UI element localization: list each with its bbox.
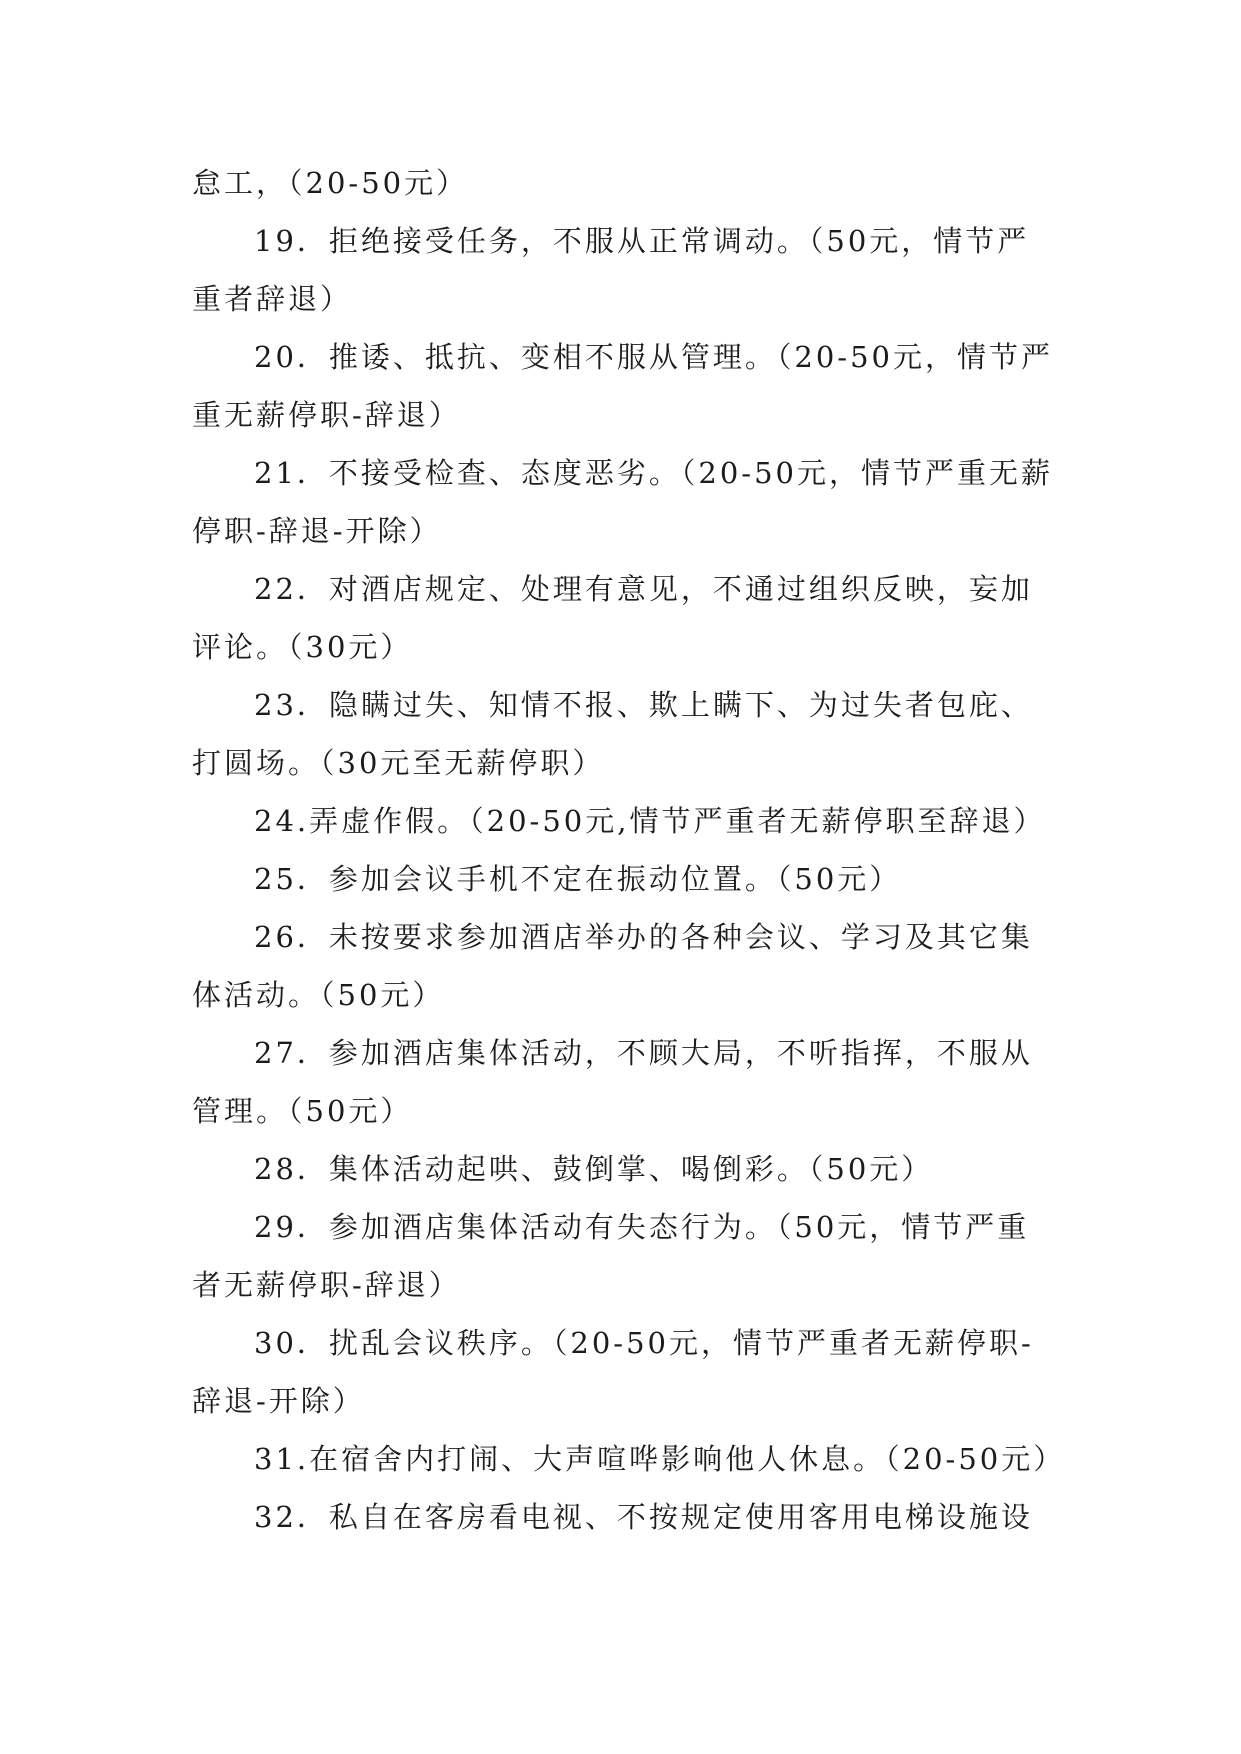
text-line: 30．扰乱会议秩序。（20-50元，情节严重者无薪停职-	[254, 1326, 1034, 1360]
text-line: 22．对酒店规定、处理有意见，不通过组织反映，妄加	[254, 572, 1033, 606]
text-line: 23．隐瞒过失、知情不报、欺上瞒下、为过失者包庇、	[254, 688, 1033, 722]
text-line: 管理。（50元）	[192, 1094, 413, 1128]
text-line: 重无薪停职-辞退）	[192, 398, 461, 432]
text-line: 31.在宿舍内打闹、大声喧哗影响他人休息。（20-50元）	[254, 1442, 1066, 1476]
text-line: 29．参加酒店集体活动有失态行为。（50元，情节严重	[254, 1210, 1030, 1244]
text-line: 19．拒绝接受任务，不服从正常调动。（50元，情节严	[254, 224, 1030, 258]
text-line: 25．参加会议手机不定在振动位置。（50元）	[254, 862, 902, 896]
text-line: 26．未按要求参加酒店举办的各种会议、学习及其它集	[254, 920, 1033, 954]
text-line: 打圆场。（30元至无薪停职）	[192, 746, 605, 780]
text-line: 32．私自在客房看电视、不按规定使用客用电梯设施设	[254, 1500, 1033, 1534]
document-body	[192, 154, 1066, 1546]
text-line: 21．不接受检查、态度恶劣。（20-50元，情节严重无薪	[254, 456, 1054, 490]
text-line: 28．集体活动起哄、鼓倒掌、喝倒彩。（50元）	[254, 1152, 934, 1186]
text-line: 24.弄虚作假。（20-50元,情节严重者无薪停职至辞退）	[254, 804, 1046, 838]
text-line: 者无薪停职-辞退）	[192, 1268, 461, 1302]
text-line: 停职-辞退-开除）	[192, 514, 442, 548]
text-line: 20．推诿、抵抗、变相不服从管理。（20-50元，情节严	[254, 340, 1054, 374]
text-line: 评论。（30元）	[192, 630, 413, 664]
text-line: 27．参加酒店集体活动，不顾大局，不听指挥，不服从	[254, 1036, 1033, 1070]
text-line: 体活动。（50元）	[192, 978, 445, 1012]
text-line: 怠工，（20-50元）	[192, 166, 469, 200]
text-line: 辞退-开除）	[192, 1384, 365, 1418]
text-line: 重者辞退）	[192, 282, 353, 316]
